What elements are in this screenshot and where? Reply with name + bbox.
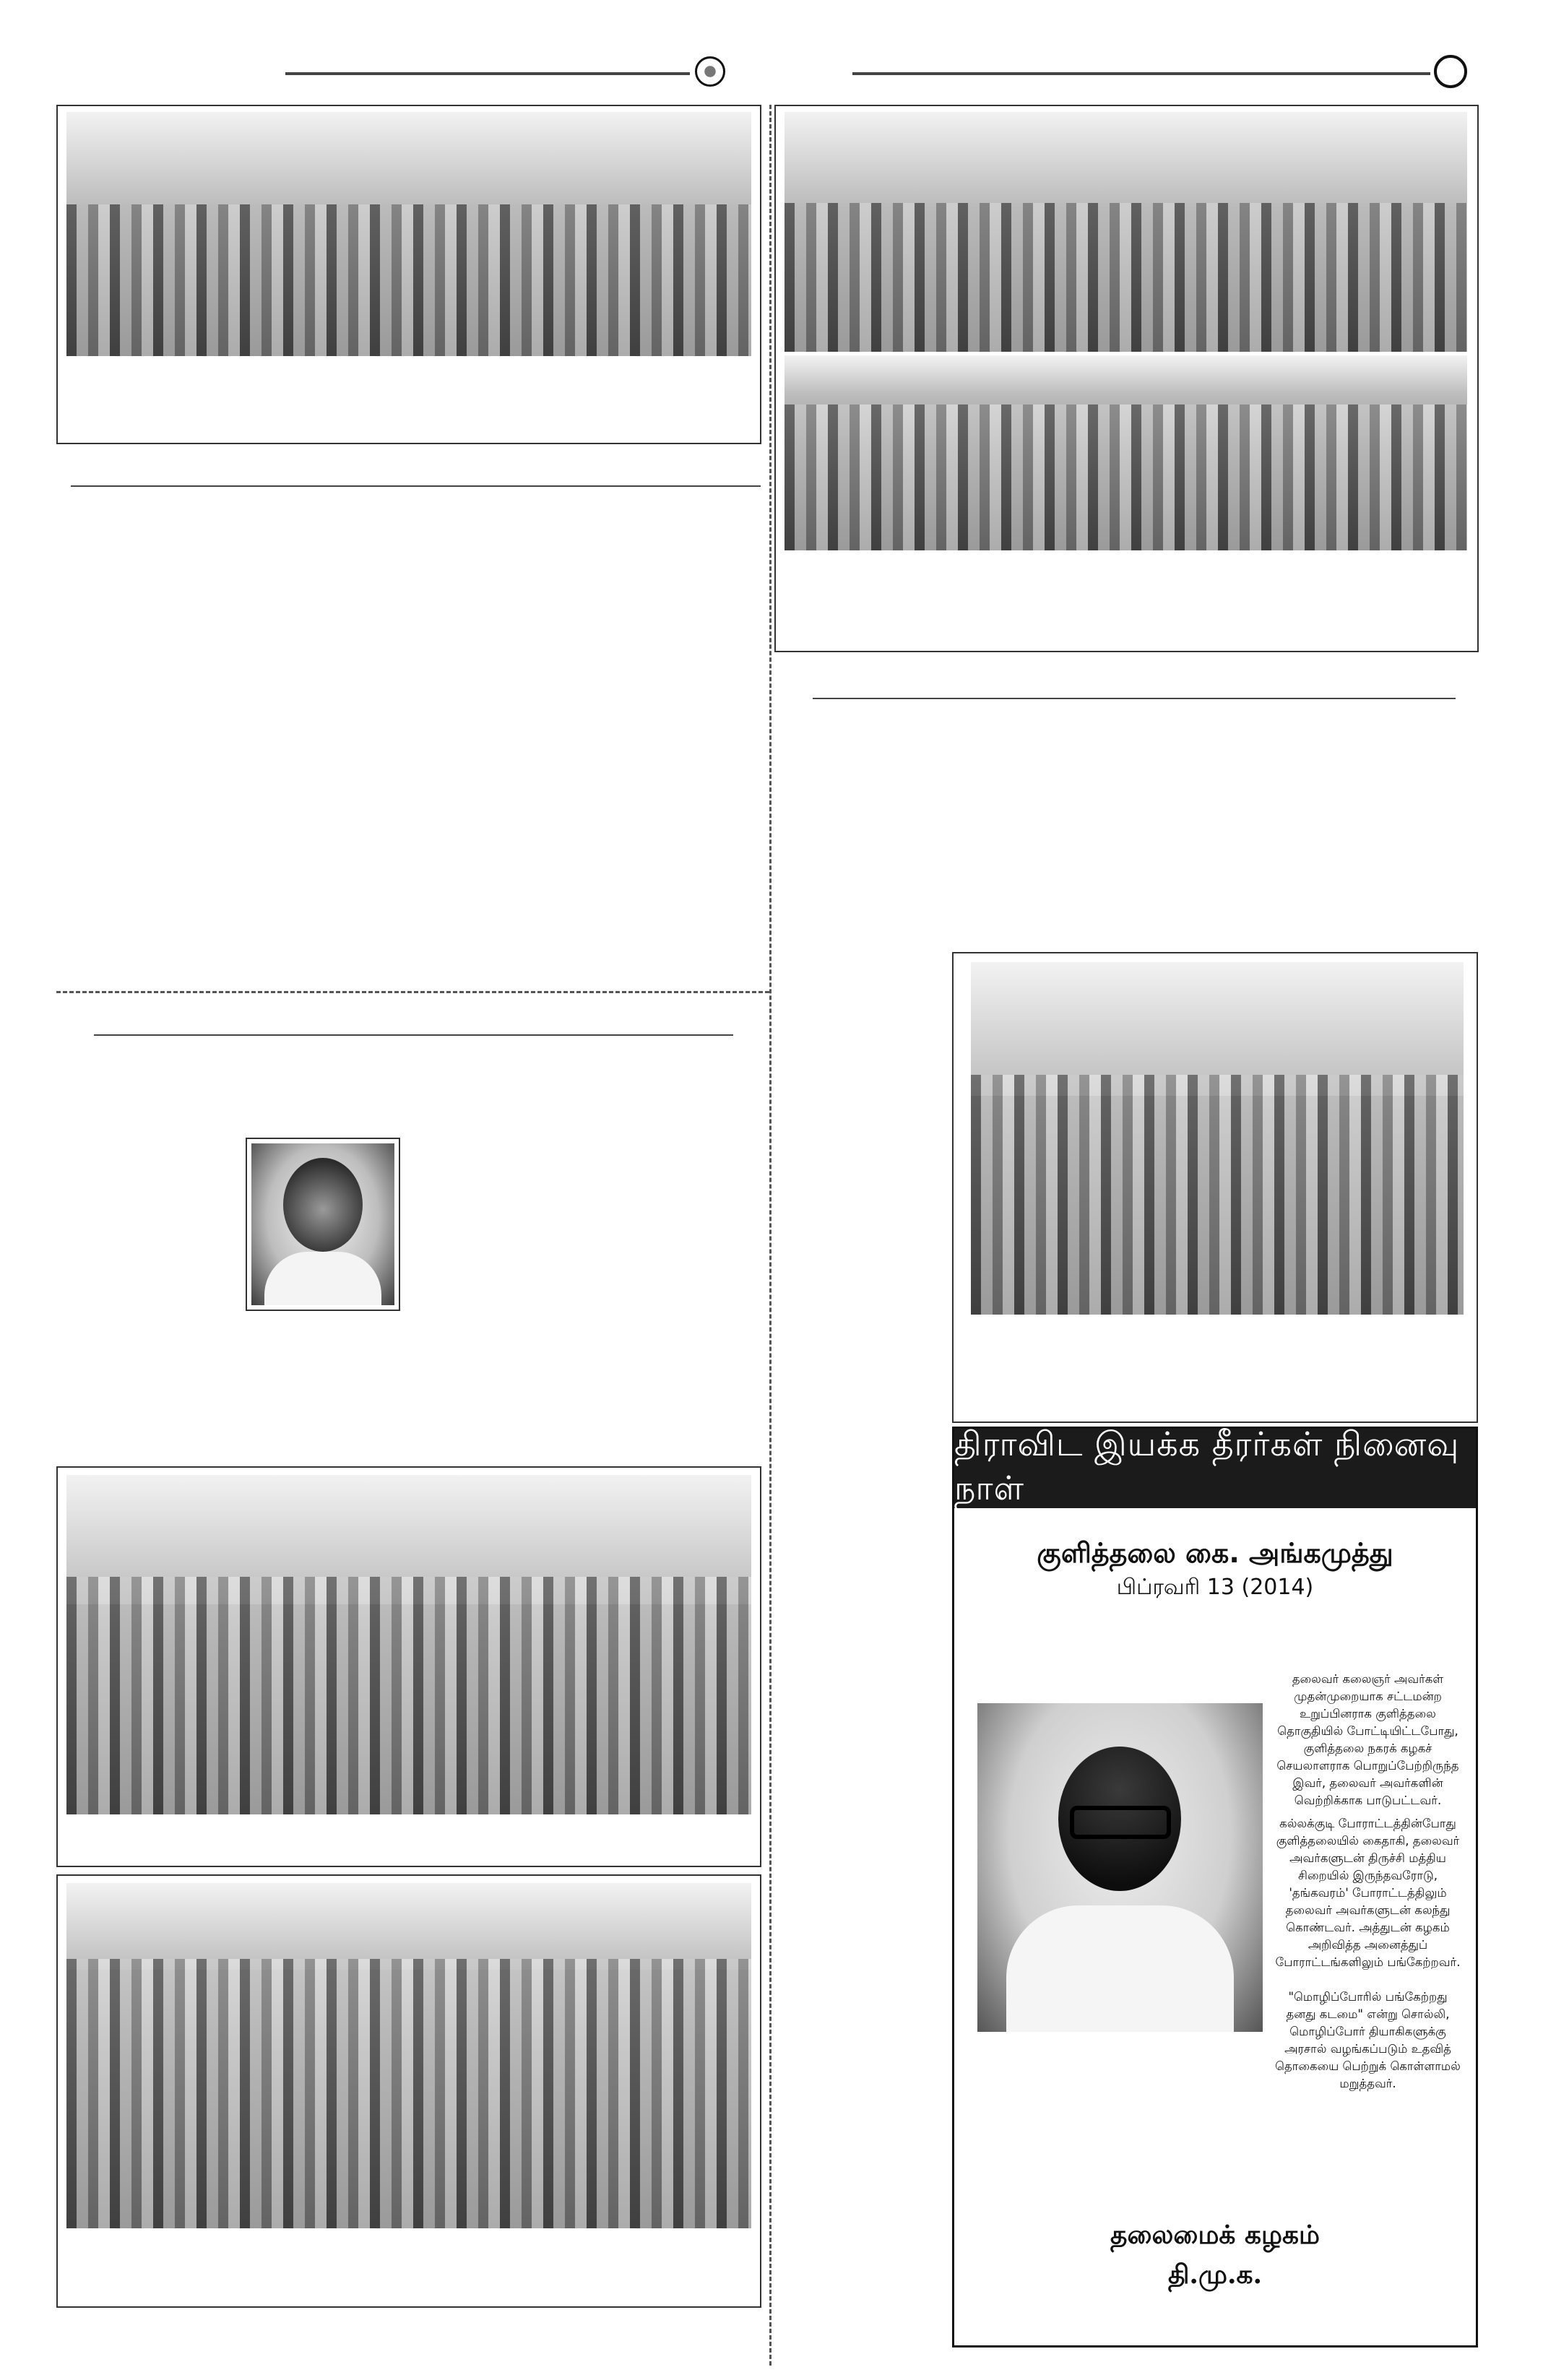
divider-right-1 xyxy=(813,698,1456,699)
page-mark-icon xyxy=(1434,55,1467,88)
memorial-paragraph-3: "மொழிப்போரில் பங்கேற்றது தனது கடமை" என்று சொல்லி, மொழிப்போர் தியாகிகளுக்கு அரசால் வழங்கப்படும் உதவித் தொகையை பெற்றுக் கொள்ளாமல் மறுத்தவர். xyxy=(1275,1990,1461,2090)
photo-box-meeting xyxy=(56,1874,761,2308)
divider-left-2 xyxy=(94,1034,733,1036)
memorial-portrait xyxy=(977,1703,1263,2032)
memorial-date: பிப்ரவரி 13 (2014) xyxy=(1116,1575,1314,1600)
photo-box-top-right xyxy=(774,105,1479,652)
portrait-smiling-man xyxy=(251,1143,394,1305)
header-rule-right xyxy=(852,72,1430,75)
header-rule-left xyxy=(285,72,690,75)
section-separator-left xyxy=(56,991,769,993)
column-separator xyxy=(769,105,772,2366)
photo-assembly-audience xyxy=(785,355,1467,550)
photo-saree-distribution xyxy=(971,962,1464,1315)
memorial-notice xyxy=(952,1424,1478,2347)
party-emblem-icon xyxy=(695,56,725,87)
photo-meeting-hall xyxy=(66,1883,751,2228)
memorial-banner-text: திராவிட இயக்க தீரர்கள் நினைவு நாள் xyxy=(954,1424,1460,1507)
memorial-banner xyxy=(954,1424,1476,1508)
photo-box-bus-event xyxy=(56,1466,761,1867)
memorial-signature-1: தலைமைக் கழகம் xyxy=(1110,2220,1320,2250)
photo-bus-event xyxy=(66,1475,751,1814)
photo-award-ceremony xyxy=(66,112,751,356)
photo-box-distribution xyxy=(952,952,1478,1423)
memorial-paragraph-2: கல்லக்குடி போராட்டத்தின்போது குளித்தலையில் கைதாகி, தலைவர் அவர்களுடன் திருச்சி மத்திய சிறையில் இருந்தவரோடு, 'தங்கவரம்' போராட்டத்திலும் தலைவர் அவர்களுடன் கலந்து கொண்டவர். அத்துடன் கழகம் அறிவித்த அனைத்துப் போராட்டங்களிலும் பங்கேற்றவர். xyxy=(1275,1817,1461,1969)
divider-left-1 xyxy=(71,485,761,487)
memorial-paragraph-1: தலைவர் கலைஞர் அவர்கள் முதன்முறையாக சட்டமன்ற உறுப்பினராக குளித்தலை தொகுதியில் போட்டியிட்டபோது, குளித்தலை நகரக் கழகச் செயலாளராக பொறுப்பேற்றிருந்த இவர், தலைவர் அவர்களின் வெற்றிக்காக பாடுபட்டவர். xyxy=(1276,1672,1459,1807)
photo-box-top-left xyxy=(56,105,761,444)
memorial-name: குளித்தலை கை. அங்கமுத்து xyxy=(1037,1537,1393,1569)
memorial-signature-2: தி.மு.க. xyxy=(1167,2259,1263,2290)
photo-women-group xyxy=(785,112,1467,352)
portrait-frame-small xyxy=(246,1138,400,1311)
